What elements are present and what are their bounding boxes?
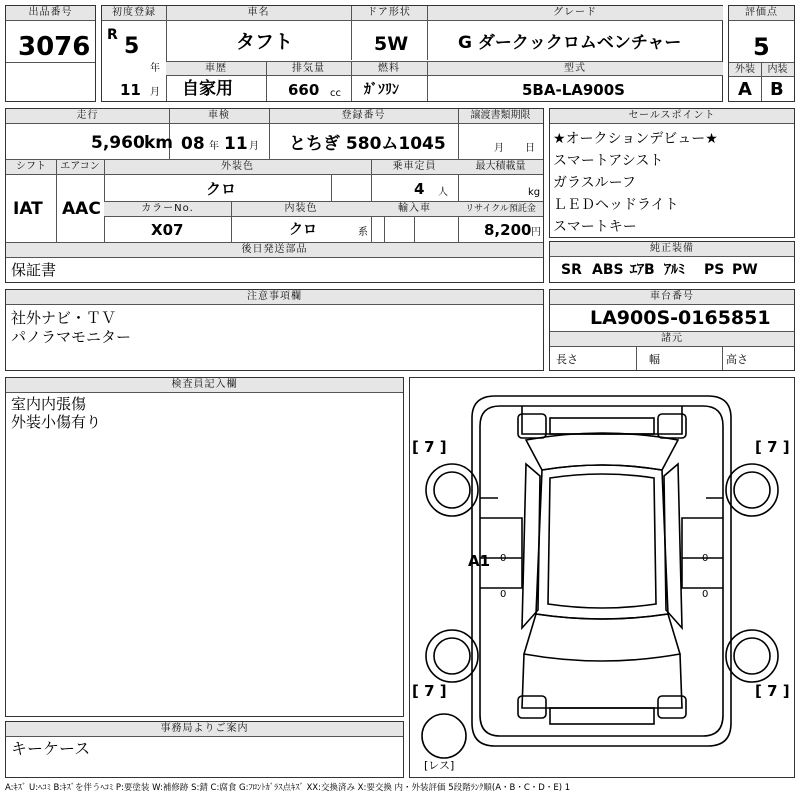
sales-item: ガラスルーフ — [553, 175, 636, 191]
lot-number: 3076 — [18, 32, 91, 62]
color-no: X07 — [151, 221, 184, 239]
details-box — [5, 108, 544, 283]
insp-year-unit: 年 — [209, 141, 219, 152]
insp-year: 08 — [181, 134, 205, 154]
plate-label: 登録番号 — [269, 109, 458, 124]
int-label: 内装 — [761, 63, 794, 77]
shift-label: シフト — [6, 160, 56, 175]
sales-item: スマートキー — [553, 219, 637, 235]
car-name: タフト — [236, 31, 294, 53]
inspector-label: 検査員記入欄 — [6, 378, 403, 393]
zero-mark-right-2: 0 — [702, 589, 709, 600]
car-diagram — [409, 377, 795, 778]
equip-item: ABS — [592, 262, 624, 278]
legend: A:ｷｽﾞ U:ﾍｺﾐ B:ｷｽﾞを伴うﾍｺﾐ P:要塗装 W:補修跡 S:錆 C:腐食 G:ﾌﾛﾝﾄｶﾞﾗｽ点ｷｽﾞ XX:交換済み X:要交換 内・外装評価 5段階ﾗﾝｸ順(A・B・C・D・E) 1 — [5, 783, 571, 793]
reg-month: 11 — [120, 81, 141, 99]
inspector-line: 外装小傷有り — [11, 413, 102, 431]
equip-label: 純正装備 — [550, 242, 794, 257]
int-color-label: 内装色 — [231, 202, 371, 217]
displacement: 660 — [288, 81, 320, 99]
equip-item: PW — [732, 262, 758, 278]
notes-line: 社外ナビ・ＴＶ — [11, 309, 117, 327]
reg-year: 5 — [124, 34, 140, 59]
model: 5BA-LA900S — [522, 81, 625, 99]
spec-height: 高さ — [726, 353, 748, 366]
door-type: 5W — [374, 33, 409, 55]
chassis-box — [549, 289, 795, 371]
fuel-label: 燃料 — [351, 62, 427, 76]
sales-item: スマートアシスト — [553, 153, 664, 169]
score-label: 評価点 — [729, 6, 794, 21]
damage-mark-a1: A1 — [468, 552, 491, 570]
equip-box — [549, 241, 795, 283]
office-text: キーケース — [11, 739, 91, 758]
era: R — [107, 27, 118, 43]
load-unit: kg — [528, 187, 541, 198]
inspector-line: 室内内張傷 — [11, 395, 87, 413]
recycle-label: リサイクル預託金 — [458, 202, 543, 217]
car-name-label: 車名 — [166, 6, 351, 21]
lot-label: 出品番号 — [6, 6, 95, 21]
mileage-unit: km — [144, 133, 174, 153]
spec-label: 諸元 — [550, 332, 794, 347]
score-box — [728, 5, 795, 102]
reg-year-unit: 年 — [150, 63, 160, 74]
ac-label: エアコン — [56, 160, 104, 175]
tire-rl: [ 7 ] — [412, 682, 447, 700]
office-box — [5, 721, 404, 778]
sales-item: ＬＥＤヘッドライト — [553, 197, 679, 213]
ext-label: 外装 — [729, 63, 761, 77]
spare-tire-status: [レス] — [424, 759, 455, 772]
recycle-unit: 円 — [531, 227, 541, 238]
import-label: 輸入車 — [371, 202, 458, 217]
later-parts-label: 後日発送部品 — [6, 243, 543, 258]
recycle: 8,200 — [484, 221, 532, 239]
transfer-day-unit: 日 — [525, 143, 535, 154]
history: 自家用 — [182, 79, 233, 99]
int-grade: B — [770, 79, 784, 100]
int-color-unit: 系 — [358, 227, 368, 238]
sales-item: ★オークションデビュー★ — [553, 131, 718, 147]
displacement-unit: cc — [330, 88, 341, 99]
zero-mark-left: 0 — [500, 553, 507, 564]
sales-label: セールスポイント — [550, 109, 794, 124]
later-parts: 保証書 — [11, 261, 57, 279]
fuel: ｶﾞｿﾘﾝ — [364, 82, 399, 98]
transfer-month-unit: 月 — [494, 143, 504, 154]
inspector-box — [5, 377, 404, 717]
history-label: 車歴 — [166, 62, 266, 76]
zero-mark-right: 0 — [702, 553, 709, 564]
displacement-label: 排気量 — [266, 62, 351, 76]
tire-fl: [ 7 ] — [412, 438, 447, 456]
tire-fr: [ 7 ] — [755, 438, 790, 456]
plate: とちぎ 580ム1045 — [289, 134, 446, 154]
load-label: 最大積載量 — [458, 160, 543, 175]
chassis-number: LA900S-0165851 — [590, 307, 771, 329]
model-label: 型式 — [427, 62, 723, 76]
tire-rr: [ 7 ] — [755, 682, 790, 700]
color-no-label: カラーNo. — [104, 202, 231, 217]
inspection-label: 車検 — [169, 109, 269, 124]
transfer-label: 譲渡書類期限 — [458, 109, 543, 124]
chassis-label: 車台番号 — [550, 290, 794, 305]
capacity-label: 乗車定員 — [371, 160, 458, 175]
equip-item: PS — [704, 262, 725, 278]
int-color: クロ — [289, 222, 317, 238]
notes-line: パノラマモニター — [11, 328, 132, 346]
ext-grade: A — [738, 79, 752, 100]
car-outline — [410, 378, 794, 777]
mileage-label: 走行 — [6, 109, 169, 124]
capacity: 4 — [414, 180, 425, 198]
first-reg-label: 初度登録 — [102, 6, 166, 21]
spec-length: 長さ — [556, 353, 578, 366]
notes-box — [5, 289, 544, 371]
door-label: ドア形状 — [351, 6, 427, 21]
grade: G ダークックロムベンチャー — [458, 33, 682, 53]
insp-month: 11 — [224, 134, 248, 154]
insp-month-unit: 月 — [249, 141, 259, 152]
ext-color-label: 外装色 — [104, 160, 371, 175]
score: 5 — [753, 33, 770, 61]
main-info-box — [101, 5, 723, 102]
zero-mark-left-2: 0 — [500, 589, 507, 600]
grade-label: グレード — [427, 6, 723, 21]
ext-color: クロ — [206, 180, 237, 198]
equip-item: ｴｱB — [630, 262, 655, 278]
capacity-unit: 人 — [438, 187, 448, 198]
shift: IAT — [13, 199, 43, 219]
reg-month-unit: 月 — [150, 87, 160, 98]
spec-width: 幅 — [649, 353, 660, 366]
equip-item: ｱﾙﾐ — [664, 262, 685, 278]
office-label: 事務局よりご案内 — [6, 722, 403, 737]
lot-box — [5, 5, 96, 102]
mileage: 5,960 — [91, 133, 145, 153]
notes-label: 注意事項欄 — [6, 290, 543, 305]
equip-item: SR — [561, 262, 582, 278]
ac: AAC — [62, 199, 101, 219]
sales-box — [549, 108, 795, 238]
